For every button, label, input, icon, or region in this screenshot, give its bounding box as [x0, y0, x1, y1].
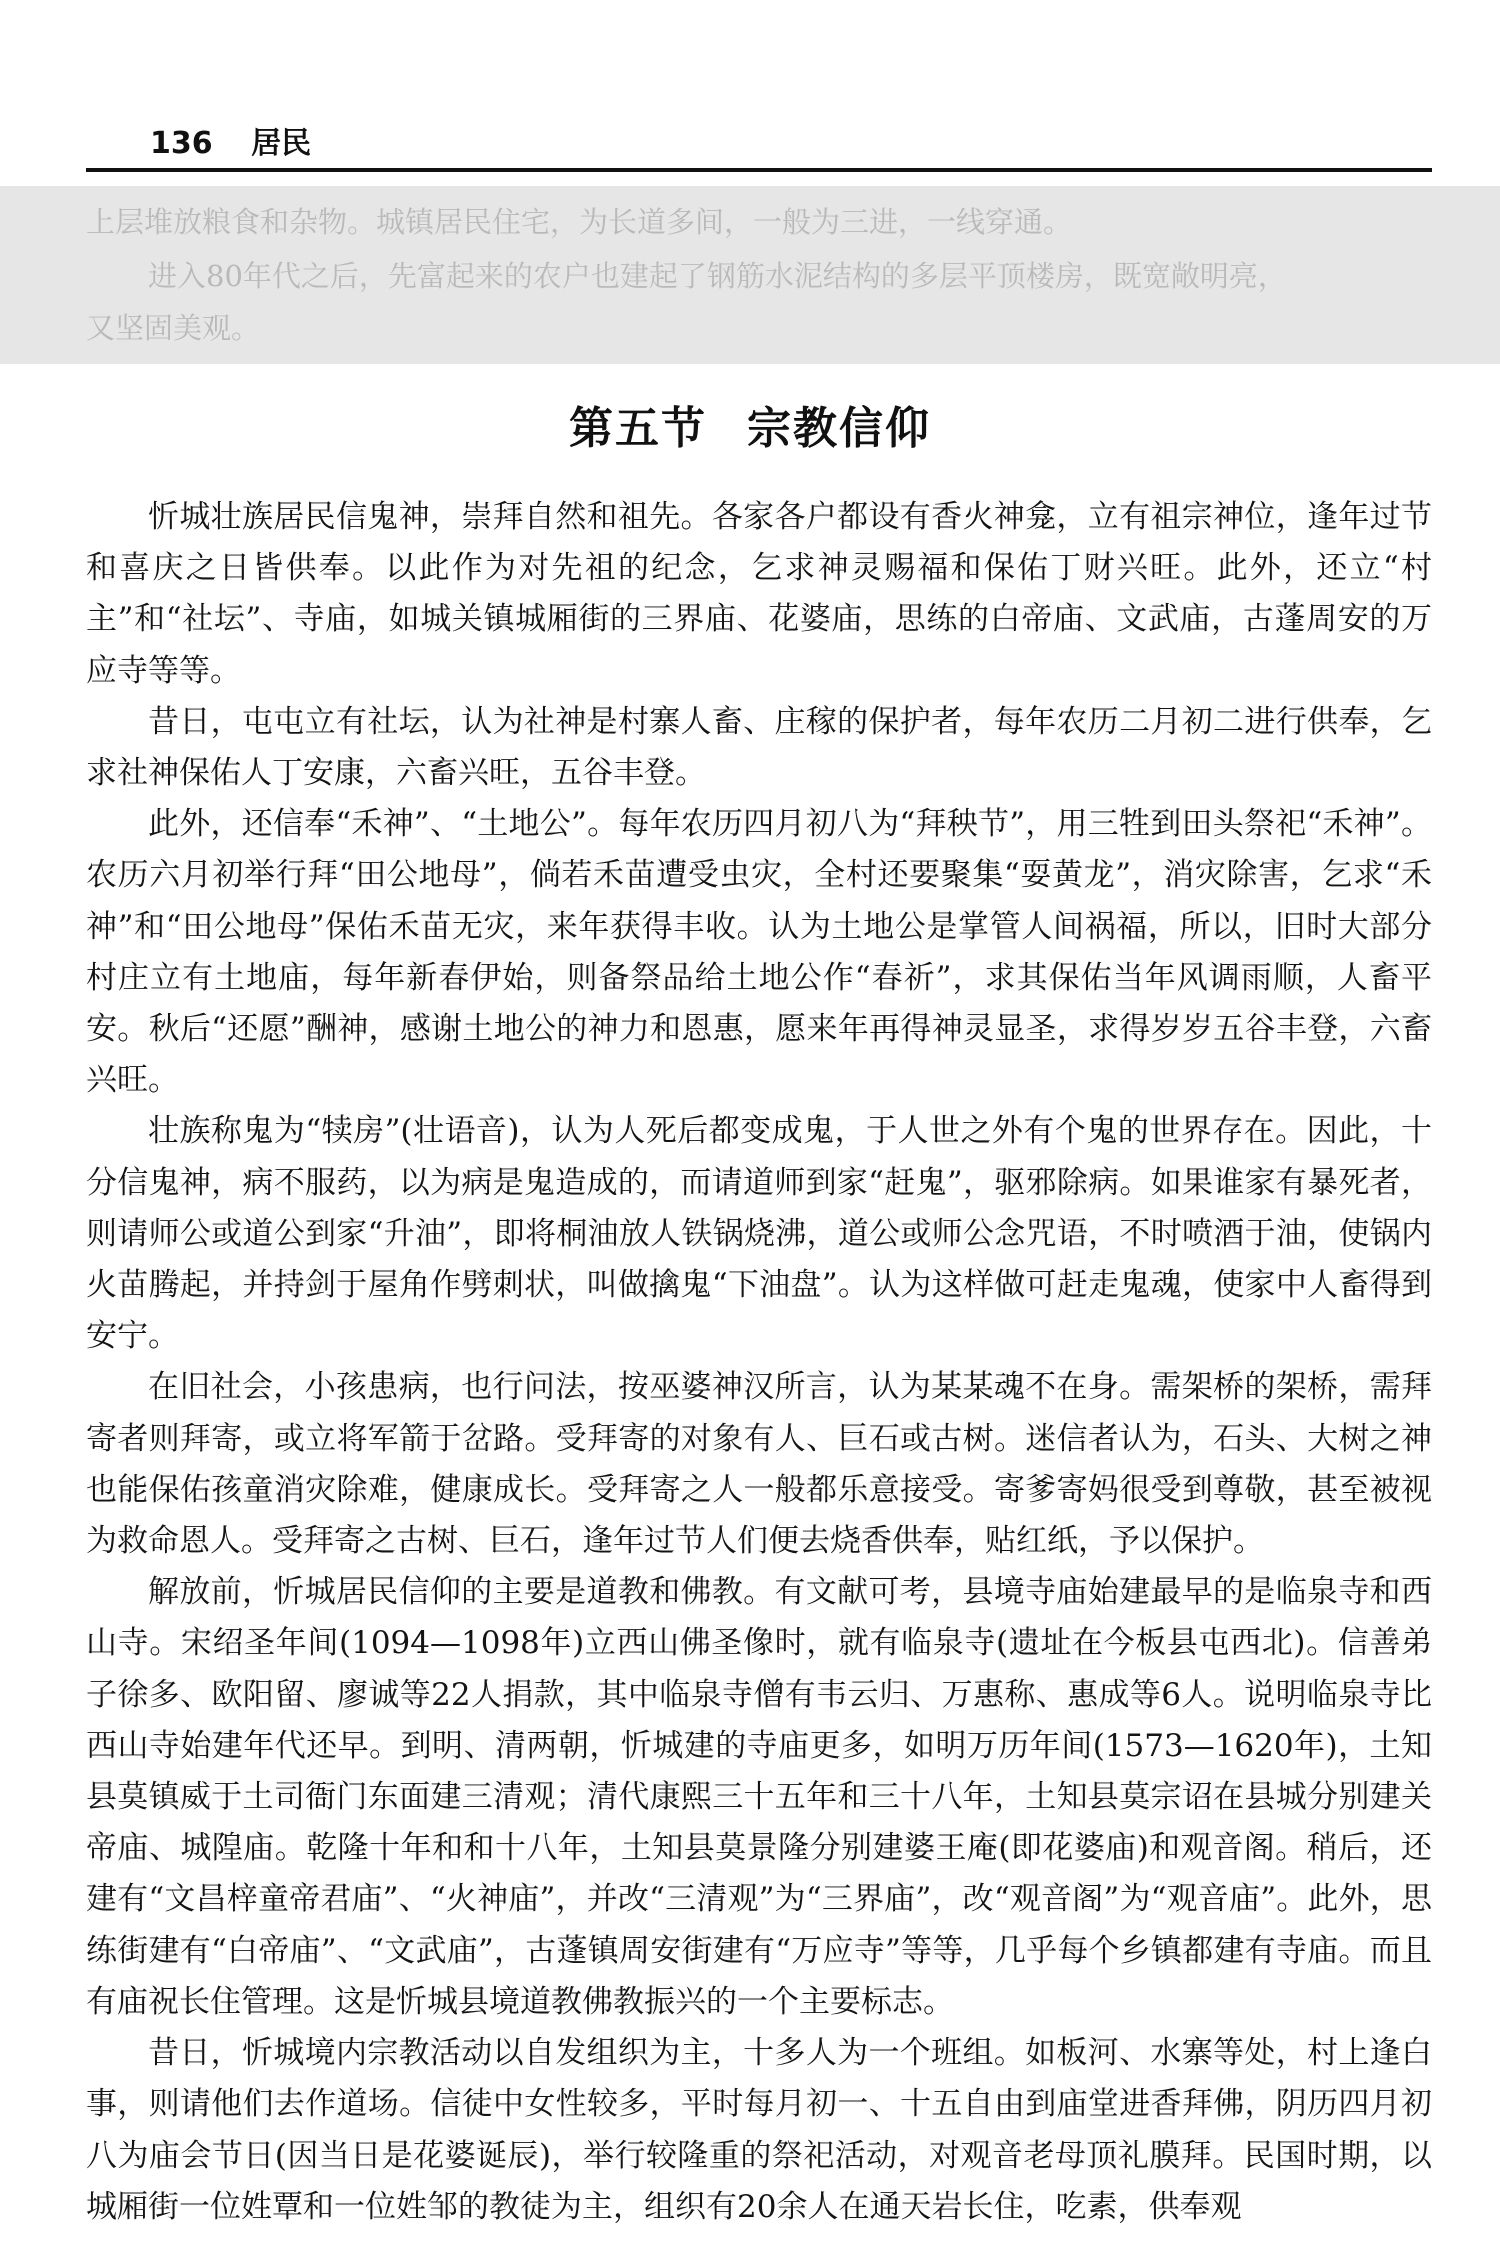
faded-previous-text	[0, 186, 1500, 364]
section-number: 第五节	[569, 403, 707, 454]
faded-line-2: 进入80年代之后，先富起来的农户也建起了钢筋水泥结构的多层平顶楼房，既宽敞明亮，	[148, 259, 1287, 293]
running-header	[150, 118, 311, 162]
chapter-title: 居民	[251, 126, 312, 161]
section-heading	[0, 392, 1500, 456]
header-rule	[86, 168, 1432, 172]
paragraph-7: 昔日，忻城境内宗教活动以自发组织为主，十多人为一个班组。如板河、水寨等处，村上逢白事，则请他们去作道场。信徒中女性较多，平时每月初一、十五自由到庙堂进香拜佛，阴历四月初八为庙会节日(因当日是花婆诞辰)，举行较隆重的祭祀活动，对观音老母顶礼膜拜。民国时期，以城厢街一位姓覃和一位姓邹的教徒为主，组织有20余人在通天岩长住，吃素，供奉观	[86, 2035, 1432, 2225]
paragraph-2: 昔日，屯屯立有社坛，认为社神是村寨人畜、庄稼的保护者，每年农历二月初二进行供奉，乞求社神保佑人丁安康，六畜兴旺，五谷丰登。	[86, 703, 1432, 792]
paragraph-1: 忻城壮族居民信鬼神，崇拜自然和祖先。各家各户都设有香火神龛，立有祖宗神位，逢年过节和喜庆之日皆供奉。以此作为对先祖的纪念，乞求神灵赐福和保佑丁财兴旺。此外，还立“村主”和“社坛”、寺庙，如城关镇城厢街的三界庙、花婆庙，思练的白帝庙、文武庙，古蓬周安的万应寺等等。	[86, 499, 1432, 689]
paragraph-5: 在旧社会，小孩患病，也行问法，按巫婆神汉所言，认为某某魂不在身。需架桥的架桥，需拜寄者则拜寄，或立将军箭于岔路。受拜寄的对象有人、巨石或古树。迷信者认为，石头、大树之神也能保佑孩童消灾除难，健康成长。受拜寄之人一般都乐意接受。寄爹寄妈很受到尊敬，甚至被视为救命恩人。受拜寄之古树、巨石，逢年过节人们便去烧香供奉，贴红纸，予以保护。	[86, 1369, 1432, 1560]
faded-line-1: 上层堆放粮食和杂物。城镇居民住宅，为长道多间，一般为三进，一线穿通。	[86, 205, 1073, 239]
body-text	[86, 492, 1432, 2233]
faded-line-3: 又坚固美观。	[86, 311, 261, 345]
section-title: 宗教信仰	[747, 403, 931, 454]
page-number: 136	[150, 126, 213, 161]
paragraph-3: 此外，还信奉“禾神”、“土地公”。每年农历四月初八为“拜秧节”，用三牲到田头祭祀“禾神”。农历六月初举行拜“田公地母”，倘若禾苗遭受虫灾，全村还要聚集“耍黄龙”，消灾除害，乞求“禾神”和“田公地母”保佑禾苗无灾，来年获得丰收。认为土地公是掌管人间祸福，所以，旧时大部分村庄立有土地庙，每年新春伊始，则备祭品给土地公作“春祈”，求其保佑当年风调雨顺，人畜平安。秋后“还愿”酬神，感谢土地公的神力和恩惠，愿来年再得神灵显圣，求得岁岁五谷丰登，六畜兴旺。	[86, 806, 1432, 1099]
paragraph-4: 壮族称鬼为“犊房”(壮语音)，认为人死后都变成鬼，于人世之外有个鬼的世界存在。因此，十分信鬼神，病不服药，以为病是鬼造成的，而请道师到家“赶鬼”，驱邪除病。如果谁家有暴死者，则请师公或道公到家“升油”，即将桐油放人铁锅烧沸，道公或师公念咒语，不时喷酒于油，使锅内火苗腾起，并持剑于屋角作劈刺状，叫做擒鬼“下油盘”。认为这样做可赶走鬼魂，使家中人畜得到安宁。	[86, 1113, 1432, 1355]
paragraph-6: 解放前，忻城居民信仰的主要是道教和佛教。有文献可考，县境寺庙始建最早的是临泉寺和西山寺。宋绍圣年间(1094—1098年)立西山佛圣像时，就有临泉寺(遗址在今板县屯西北)。信善弟子徐多、欧阳留、廖诚等22人捐款，其中临泉寺僧有韦云归、万惠称、惠成等6人。说明临泉寺比西山寺始建年代还早。到明、清两朝，忻城建的寺庙更多，如明万历年间(1573—1620年)，土知县莫镇威于土司衙门东面建三清观；清代康熙三十五年和三十八年，土知县莫宗诏在县城分别建关帝庙、城隍庙。乾隆十年和和十八年，土知县莫景隆分别建婆王庵(即花婆庙)和观音阁。稍后，还建有“文昌梓童帝君庙”、“火神庙”，并改“三清观”为“三界庙”，改“观音阁”为“观音庙”。此外，思练街建有“白帝庙”、“文武庙”，古蓬镇周安街建有“万应寺”等等，几乎每个乡镇都建有寺庙。而且有庙祝长住管理。这是忻城县境道教佛教振兴的一个主要标志。	[86, 1574, 1432, 2020]
